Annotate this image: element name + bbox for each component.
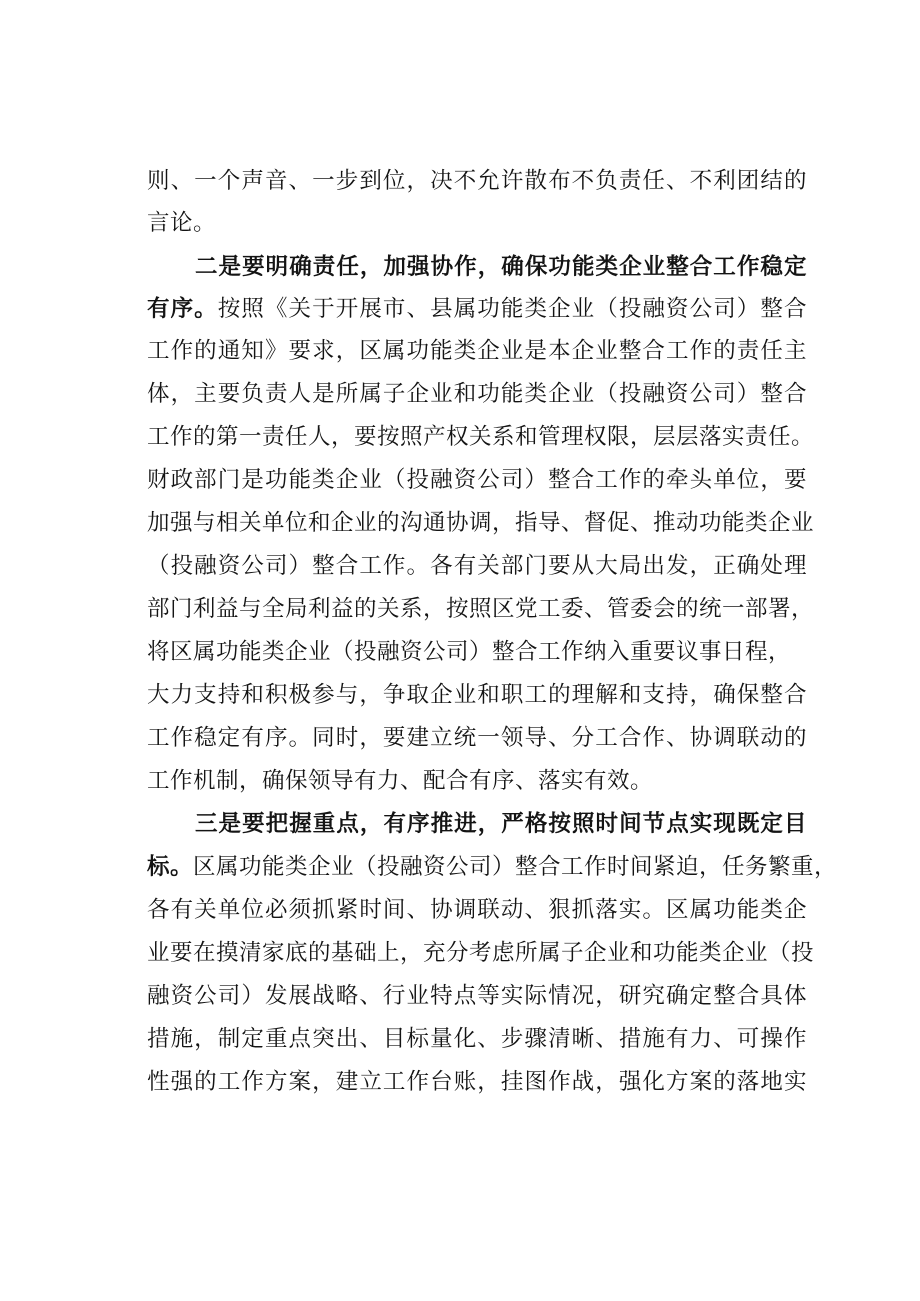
text-line (147, 847, 838, 887)
line-text: 财政部门是功能类企业（投融资公司）整合工作的牵头单位，要 (147, 467, 807, 493)
line-text: 性强的工作方案，建立工作台账，挂图作战，强化方案的落地实 (147, 1069, 807, 1095)
text-line (147, 976, 807, 1016)
line-text: 业要在摸清家底的基础上，充分考虑所属子企业和功能类企业（投 (147, 940, 815, 966)
text-line (147, 1062, 807, 1102)
text-line (147, 933, 815, 973)
bold-heading-text: 三是要把握重点，有序推进，严格按照时间节点实现既定目 (195, 811, 807, 837)
text-line (147, 460, 807, 500)
line-text: 工作稳定有序。同时，要建立统一领导、分工合作、协调联动的 (147, 725, 807, 751)
text-line (147, 761, 807, 801)
text-line (147, 374, 807, 414)
text-line (147, 289, 807, 329)
bold-heading-text: 标。 (147, 854, 194, 880)
line-text: 融资公司）发展战略、行业特点等实际情况，研究确定整合具体 (147, 983, 807, 1009)
text-line (147, 589, 815, 629)
text-line (147, 675, 807, 715)
text-line (147, 161, 807, 201)
line-text: 部门利益与全局利益的关系，按照区党工委、管委会的统一部署， (147, 596, 815, 622)
bold-heading-text: 有序。 (147, 296, 218, 322)
line-text: 则、一个声音、一步到位，决不允许散布不负责任、不利团结的 (147, 168, 807, 194)
line-text: 体，主要负责人是所属子企业和功能类企业（投融资公司）整合 (147, 381, 807, 407)
line-text: 区属功能类企业（投融资公司）整合工作时间紧迫，任务繁重， (193, 854, 838, 880)
bold-heading-text: 二是要明确责任，加强协作，确保功能类企业整合工作稳定 (195, 254, 807, 280)
line-text: 言论。 (147, 210, 217, 236)
text-line (147, 632, 807, 672)
line-text: 按照《关于开展市、县属功能类企业（投融资公司）整合 (217, 296, 807, 322)
line-text: 工作的第一责任人，要按照产权关系和管理权限，层层落实责任。 (147, 424, 815, 450)
line-text: 将区属功能类企业（投融资公司）整合工作纳入重要议事日程， (147, 639, 792, 665)
text-line (147, 503, 815, 543)
text-line (147, 1019, 807, 1059)
text-line (147, 417, 815, 457)
line-text: （投融资公司）整合工作。各有关部门要从大局出发，正确处理 (147, 553, 807, 579)
paragraph-heading-3 (195, 804, 807, 844)
line-text: 措施，制定重点突出、目标量化、步骤清晰、措施有力、可操作 (147, 1026, 807, 1052)
line-text: 工作的通知》要求，区属功能类企业是本企业整合工作的责任主 (147, 338, 807, 364)
line-text: 大力支持和积极参与，争取企业和职工的理解和支持，确保整合 (147, 682, 807, 708)
line-text: 工作机制，确保领导有力、配合有序、落实有效。 (147, 768, 654, 794)
text-line (147, 546, 807, 586)
paragraph-heading-2 (195, 247, 807, 287)
line-text: 各有关单位必须抓紧时间、协调联动、狠抓落实。区属功能类企 (147, 897, 807, 923)
text-line (147, 203, 807, 243)
text-line (147, 718, 807, 758)
text-line (147, 331, 807, 371)
text-line (147, 890, 807, 930)
line-text: 加强与相关单位和企业的沟通协调，指导、督促、推动功能类企业 (147, 510, 815, 536)
